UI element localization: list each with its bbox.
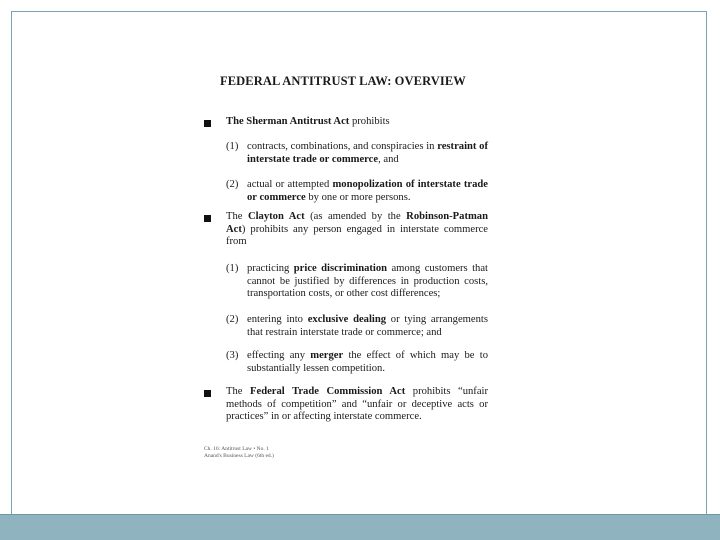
item-number: (1) bbox=[226, 263, 239, 274]
item-text-end: , and bbox=[378, 153, 399, 165]
item-text: contracts, combinations, and conspiracies in bbox=[247, 141, 438, 152]
clayton-item-3 bbox=[226, 350, 488, 375]
item-number: (2) bbox=[226, 179, 239, 190]
item-text: practicing bbox=[247, 263, 294, 274]
item-text-end: by one or more persons. bbox=[305, 191, 411, 203]
item-text-end: the effect of which may be to substantially lessen competition. bbox=[247, 350, 488, 374]
item-bold-text: monopolization of interstate trade or commerce bbox=[247, 179, 488, 203]
source-line-2: Anand's Business Law (6th ed.) bbox=[204, 453, 274, 459]
bullet-square-icon bbox=[204, 390, 211, 397]
footer-bar bbox=[0, 514, 720, 540]
ftc-rest: prohibits “unfair methods of competition” and “unfair or deceptive acts or practices” in or affecting interstate commerce. bbox=[226, 386, 488, 423]
ftc-act-paragraph bbox=[226, 386, 488, 424]
robinson-patman-name: Robinson-Patman Act bbox=[226, 211, 488, 235]
bullet-square-icon bbox=[204, 120, 211, 127]
clayton-rest: ) prohibits any person engaged in interstate commerce from bbox=[226, 223, 488, 248]
clayton-mid: (as amended by the bbox=[304, 211, 407, 222]
item-text-end: or tying arrangements that restrain interstate trade or commerce; and bbox=[247, 314, 488, 338]
ftc-pre: The bbox=[226, 386, 251, 397]
item-number: (3) bbox=[226, 350, 239, 361]
sherman-item-1 bbox=[226, 141, 488, 166]
sherman-act-rest: prohibits bbox=[349, 116, 390, 127]
source-note bbox=[204, 446, 274, 460]
item-text: entering into bbox=[247, 314, 308, 325]
item-text-end: among customers that cannot be justified by differences in production costs, transportation costs, or other cost differences; bbox=[247, 263, 488, 300]
item-bold-text: price discrimination bbox=[293, 263, 388, 274]
ftc-act-name: Federal Trade Commission Act bbox=[250, 386, 406, 397]
clayton-act-name: Clayton Act bbox=[247, 211, 305, 222]
sherman-act-name: The Sherman Antitrust Act bbox=[226, 116, 350, 127]
slide-title: FEDERAL ANTITRUST LAW: OVERVIEW bbox=[220, 74, 466, 88]
item-bold-text: merger bbox=[310, 350, 344, 361]
sherman-act-paragraph bbox=[226, 116, 488, 129]
item-bold-text: exclusive dealing bbox=[307, 314, 387, 325]
item-number: (1) bbox=[226, 141, 239, 152]
clayton-act-paragraph bbox=[226, 211, 488, 249]
clayton-item-1 bbox=[226, 263, 488, 301]
item-text: effecting any bbox=[247, 350, 311, 361]
item-bold-text: restraint of interstate trade or commerce bbox=[247, 141, 488, 165]
source-line-1: Ch. 16: Antitrust Law • No. 1 bbox=[204, 446, 269, 452]
item-text: actual or attempted bbox=[247, 179, 333, 190]
bullet-square-icon bbox=[204, 215, 211, 222]
clayton-pre: The bbox=[226, 211, 248, 222]
clayton-item-2 bbox=[226, 314, 488, 339]
sherman-item-2 bbox=[226, 179, 488, 204]
item-number: (2) bbox=[226, 314, 239, 325]
